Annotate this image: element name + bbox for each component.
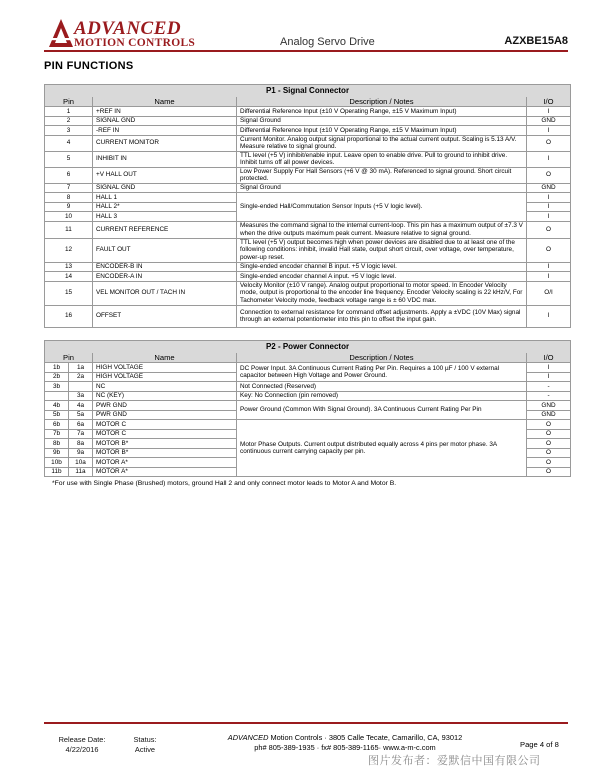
pin-number: 2 (45, 116, 93, 126)
company-address (195, 733, 495, 743)
pin-name: HIGH VOLTAGE (93, 372, 237, 382)
table-row (45, 135, 571, 151)
pin-name: HALL 3 (93, 212, 237, 222)
pin-number-b: 5b (45, 410, 69, 420)
pin-number-b: 7b (45, 429, 69, 439)
pin-io: O (527, 167, 571, 183)
pin-number: 16 (45, 305, 93, 327)
pin-io: I (527, 151, 571, 167)
pin-name: HALL 1 (93, 193, 237, 203)
pin-number: 1 (45, 107, 93, 117)
pin-number-b: 3b (45, 382, 69, 392)
pin-name: MOTOR C (93, 429, 237, 439)
page-number: Page 4 of 8 (520, 740, 559, 749)
pin-io: GND (527, 183, 571, 193)
pin-io: O (527, 135, 571, 151)
pin-io: I (527, 262, 571, 272)
pin-name: +REF IN (93, 107, 237, 117)
footnote: *For use with Single Phase (Brushed) motors, ground Hall 2 and only connect motor leads to Motor A and Motor B. (52, 480, 397, 487)
table-row (45, 193, 571, 203)
pin-description: Signal Ground (237, 116, 527, 126)
col-header-io: I/O (527, 353, 571, 363)
pin-number: 13 (45, 262, 93, 272)
pin-number-b: 9b (45, 448, 69, 458)
pin-name: MOTOR B* (93, 448, 237, 458)
pin-number-a: 10a (69, 458, 93, 468)
pin-description: TTL level (+5 V) inhibit/enable input. Leave open to enable drive. Pull to ground to inhibit drive. Inhibit turns off all power devices. (237, 151, 527, 167)
pin-name: PWR GND (93, 410, 237, 420)
logo-text-advanced: ADVANCED (74, 18, 182, 39)
pin-description: DC Power Input. 3A Continuous Current Rating Per Pin. Requires a 100 µF / 100 V external capacitor between High Voltage and Power Ground. (237, 363, 527, 382)
table-row (45, 272, 571, 282)
table-header-row (45, 97, 571, 107)
pin-number-b: 11b (45, 467, 69, 477)
status-value: Active (134, 745, 156, 754)
footer-rule (44, 722, 568, 724)
pin-name: SIGNAL GND (93, 183, 237, 193)
pin-io: O (527, 238, 571, 262)
pin-description: Differential Reference Input (±10 V Operating Range, ±15 V Maximum Input) (237, 126, 527, 136)
pin-io: I (527, 202, 571, 212)
pin-io: I (527, 212, 571, 222)
pin-number: 8 (45, 193, 93, 203)
pin-number-b: 10b (45, 458, 69, 468)
pin-io: I (527, 272, 571, 282)
table-row (45, 126, 571, 136)
pin-number: 10 (45, 212, 93, 222)
pin-name: HIGH VOLTAGE (93, 363, 237, 373)
pin-description: Motor Phase Outputs. Current output distributed equally across 4 pins per motor phase. 3A continuous current carrying capacity per pin. (237, 420, 527, 477)
pin-name: ENCODER-B IN (93, 262, 237, 272)
section-title: PIN FUNCTIONS (44, 60, 134, 72)
p1-caption: P1 - Signal Connector (45, 85, 571, 97)
pin-description: Single-ended encoder channel B input. +5 V logic level. (237, 262, 527, 272)
pin-number-b: 8b (45, 439, 69, 449)
pin-number: 3 (45, 126, 93, 136)
p2-caption: P2 - Power Connector (45, 341, 571, 353)
pin-name: MOTOR B* (93, 439, 237, 449)
pin-number-a (69, 382, 93, 392)
pin-io: O (527, 467, 571, 477)
pin-number-a: 9a (69, 448, 93, 458)
pin-io: O/I (527, 281, 571, 305)
pin-name: NC (93, 382, 237, 392)
pin-number-a: 4a (69, 401, 93, 411)
pin-io: O (527, 458, 571, 468)
pin-number-a: 8a (69, 439, 93, 449)
table-row (45, 107, 571, 117)
pin-io: GND (527, 410, 571, 420)
table-row (45, 221, 571, 238)
pin-description: Not Connected (Reserved) (237, 382, 527, 392)
pin-name: HALL 2* (93, 202, 237, 212)
pin-number-b: 2b (45, 372, 69, 382)
table-row (45, 151, 571, 167)
pin-name: -REF IN (93, 126, 237, 136)
pin-description: Single-ended encoder channel A input. +5 V logic level. (237, 272, 527, 282)
logo-triangle-icon (48, 18, 74, 48)
model-number: AZXBE15A8 (504, 35, 568, 47)
pin-description: Differential Reference Input (±10 V Operating Range, ±15 V Maximum Input) (237, 107, 527, 117)
pin-number-b: 6b (45, 420, 69, 430)
pin-description: Low Power Supply For Hall Sensors (+6 V @ 30 mA). Referenced to signal ground. Short circuit protected. (237, 167, 527, 183)
pin-name: VEL MONITOR OUT / TACH IN (93, 281, 237, 305)
pin-io: O (527, 429, 571, 439)
p2-power-connector-table (44, 340, 571, 477)
pin-number: 14 (45, 272, 93, 282)
col-header-io: I/O (527, 97, 571, 107)
pin-number-b: 4b (45, 401, 69, 411)
pin-io: I (527, 305, 571, 327)
col-header-name: Name (93, 97, 237, 107)
pin-number: 9 (45, 202, 93, 212)
table-row (45, 238, 571, 262)
pin-number: 15 (45, 281, 93, 305)
pin-name: SIGNAL GND (93, 116, 237, 126)
pin-io: - (527, 391, 571, 401)
pin-io: I (527, 372, 571, 382)
pin-number-b: 1b (45, 363, 69, 373)
pin-number-a: 6a (69, 420, 93, 430)
company-logo (48, 16, 198, 52)
table-row (45, 183, 571, 193)
table-row (45, 262, 571, 272)
company-address-text: Motion Controls · 3805 Calle Tecate, Camarillo, CA, 93012 (268, 733, 463, 742)
release-date-value: 4/22/2016 (65, 745, 99, 754)
col-header-name: Name (93, 353, 237, 363)
pin-number-a: 11a (69, 467, 93, 477)
company-brand: ADVANCED (227, 733, 269, 742)
table-caption-row (45, 341, 571, 353)
pin-description: Key: No Connection (pin removed) (237, 391, 527, 401)
pin-name: CURRENT MONITOR (93, 135, 237, 151)
pin-description: Single-ended Hall/Commutation Sensor Inputs (+5 V logic level). (237, 193, 527, 222)
table-header-row (45, 353, 571, 363)
table-row (45, 420, 571, 430)
pin-io: O (527, 448, 571, 458)
pin-number: 6 (45, 167, 93, 183)
table-row (45, 401, 571, 411)
pin-number: 7 (45, 183, 93, 193)
pin-io: I (527, 363, 571, 373)
pin-number-a: 1a (69, 363, 93, 373)
pin-name: ENCODER-A IN (93, 272, 237, 282)
pin-description: Velocity Monitor (±10 V range). Analog output proportional to motor speed. In Encoder Velocity mode, output is proportional to the encoder line frequency. Encoder Velocity scaling is 22 kHz/V, For Tachometer Velocity mode, feedback voltage range is ± 60 VDC max. (237, 281, 527, 305)
pin-name: NC (KEY) (93, 391, 237, 401)
col-header-pin: Pin (45, 97, 93, 107)
logo-text-motion-controls: MOTION CONTROLS (74, 37, 196, 49)
pin-io: O (527, 439, 571, 449)
pin-description: TTL level (+5 V) output becomes high when power devices are disabled due to at least one of the following conditions: inhibit, invalid Hall state, output short circuit, over voltage, over temperature, power-up reset. (237, 238, 527, 262)
pin-io: I (527, 126, 571, 136)
table-row (45, 382, 571, 392)
footer-company-info (195, 733, 495, 753)
col-header-description: Description / Notes (237, 97, 527, 107)
table-row (45, 281, 571, 305)
pin-number: 12 (45, 238, 93, 262)
pin-number-a: 5a (69, 410, 93, 420)
col-header-description: Description / Notes (237, 353, 527, 363)
pin-io: O (527, 221, 571, 238)
document-subtitle: Analog Servo Drive (280, 36, 375, 48)
pin-number: 5 (45, 151, 93, 167)
pin-number: 4 (45, 135, 93, 151)
pin-name: +V HALL OUT (93, 167, 237, 183)
pin-number-a: 7a (69, 429, 93, 439)
pin-name: MOTOR A* (93, 458, 237, 468)
pin-description: Signal Ground (237, 183, 527, 193)
pin-number-a: 3a (69, 391, 93, 401)
col-header-pin: Pin (45, 353, 93, 363)
p1-signal-connector-table (44, 84, 571, 328)
pin-number-a: 2a (69, 372, 93, 382)
table-row (45, 167, 571, 183)
table-row (45, 363, 571, 373)
table-caption-row (45, 85, 571, 97)
pin-name: CURRENT REFERENCE (93, 221, 237, 238)
pin-io: - (527, 382, 571, 392)
table-row (45, 305, 571, 327)
pin-name: INHIBIT IN (93, 151, 237, 167)
pin-io: I (527, 107, 571, 117)
pin-description: Connection to external resistance for command offset adjustments. Apply a ±VDC (10V Max) signal through an external potentiometer into this pin to offset the input gain. (237, 305, 527, 327)
pin-number: 11 (45, 221, 93, 238)
status-label: Status: (133, 735, 157, 744)
pin-name: MOTOR C (93, 420, 237, 430)
pin-description: Current Monitor. Analog output signal proportional to the actual current output. Scaling is 5.13 A/V. Measure relative to signal ground. (237, 135, 527, 151)
publisher-watermark: 图片发布者：爱默信中国有限公司 (368, 755, 541, 767)
pin-name: MOTOR A* (93, 467, 237, 477)
pin-description: Power Ground (Common With Signal Ground). 3A Continuous Current Rating Per Pin (237, 401, 527, 420)
pin-name: OFFSET (93, 305, 237, 327)
pin-io: O (527, 420, 571, 430)
pin-number-b (45, 391, 69, 401)
pin-name: PWR GND (93, 401, 237, 411)
table-row (45, 116, 571, 126)
pin-name: FAULT OUT (93, 238, 237, 262)
pin-description: Measures the command signal to the internal current-loop. This pin has a maximum output of ±7.3 V when the drive outputs maximum peak current. Measure relative to signal ground. (237, 221, 527, 238)
pin-io: I (527, 193, 571, 203)
company-contact: ph# 805-389-1935 · fx# 805-389-1165· www.a-m-c.com (254, 743, 436, 752)
pin-io: GND (527, 116, 571, 126)
pin-io: GND (527, 401, 571, 411)
table-row (45, 391, 571, 401)
header-rule (44, 50, 568, 52)
release-date-label: Release Date: (58, 735, 106, 744)
